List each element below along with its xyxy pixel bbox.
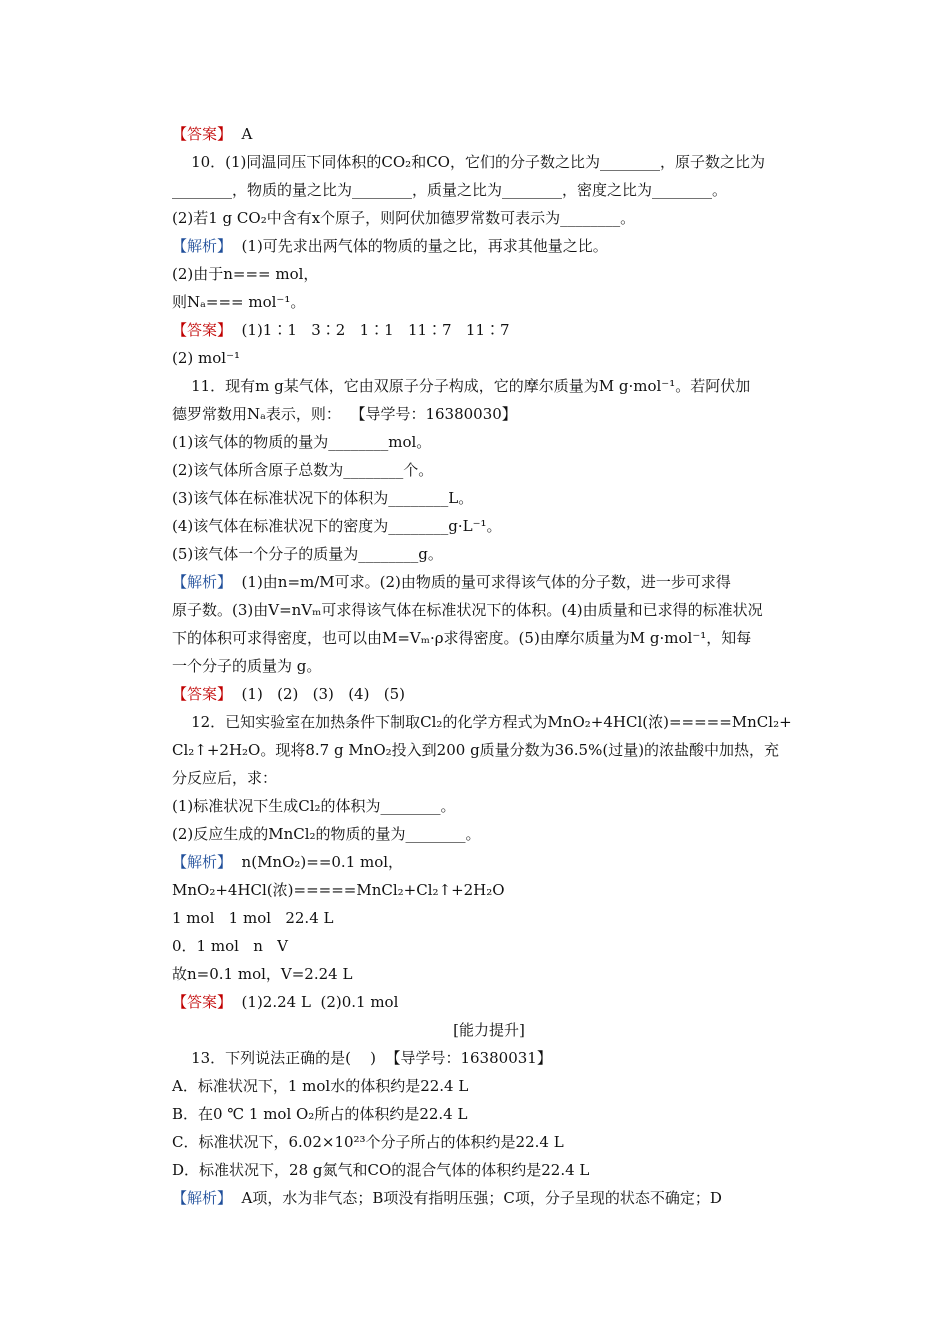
text-line: [172, 740, 779, 760]
text-line: [172, 880, 505, 900]
line-text: 德罗常数用Nₐ表示，则： 【导学号：16380030】: [172, 405, 517, 423]
text-line: [172, 992, 398, 1012]
line-text: (2)反应生成的MnCl₂的物质的量为________。: [172, 825, 481, 843]
section-heading: [172, 1020, 806, 1040]
analysis-label: 【解析】: [172, 1189, 233, 1207]
line-text: Cl₂↑+2H₂O。现将8.7 g MnO₂投入到200 g质量分数为36.5%(过量)的浓盐酸中加热，充: [172, 741, 780, 759]
text-line: [172, 348, 240, 368]
line-text: A项，水为非气态；B项没有指明压强；C项，分子呈现的状态不确定；D: [232, 1189, 722, 1207]
line-text: (2) mol⁻¹: [172, 349, 240, 367]
line-text: 原子数。(3)由V=nVₘ可求得该气体在标准状况下的体积。(4)由质量和已求得的标准状况: [172, 601, 763, 619]
answer-label: 【答案】: [172, 993, 233, 1011]
line-text: (2)该气体所含原子总数为________个。: [172, 461, 434, 479]
text-line: [172, 1104, 467, 1124]
text-line: [172, 964, 352, 984]
text-line: [172, 712, 792, 732]
text-line: [172, 208, 635, 228]
answer-label: 【答案】: [172, 321, 233, 339]
line-text: (2)由于n=== mol，: [172, 265, 319, 283]
line-text: (1)由n=m/M可求。(2)由物质的量可求得该气体的分子数，进一步可求得: [232, 573, 731, 591]
text-line: [172, 124, 252, 144]
text-line: [172, 1160, 589, 1180]
text-line: [172, 1132, 564, 1152]
text-line: [172, 684, 405, 704]
text-line: [172, 796, 456, 816]
line-text: 分反应后，求：: [172, 769, 278, 787]
text-line: [172, 572, 731, 592]
line-text: 则Nₐ=== mol⁻¹。: [172, 293, 306, 311]
analysis-label: 【解析】: [172, 573, 233, 591]
line-text: [能力提升]: [453, 1021, 525, 1039]
text-line: [172, 264, 318, 284]
answer-label: 【答案】: [172, 685, 233, 703]
text-line: [172, 1076, 468, 1096]
text-line: [172, 376, 750, 396]
line-text: MnO₂+4HCl(浓)=====MnCl₂+Cl₂↑+2H₂O: [172, 881, 505, 899]
text-line: [172, 516, 502, 536]
text-line: [172, 656, 321, 676]
text-line: [172, 768, 277, 788]
line-text: (1)该气体的物质的量为________mol。: [172, 433, 432, 451]
line-text: (5)该气体一个分子的质量为________g。: [172, 545, 443, 563]
line-text: C．标准状况下，6.02×10²³个分子所占的体积约是22.4 L: [172, 1133, 564, 1151]
analysis-label: 【解析】: [172, 237, 233, 255]
line-text: 一个分子的质量为 g。: [172, 657, 322, 675]
text-line: [172, 404, 517, 424]
answer-label: 【答案】: [172, 125, 233, 143]
line-text: (3)该气体在标准状况下的体积为________L。: [172, 489, 474, 507]
line-text: (2)若1 g CO₂中含有x个原子，则阿伏加德罗常数可表示为________。: [172, 209, 636, 227]
line-text: 10．(1)同温同压下同体积的CO₂和CO，它们的分子数之比为________，原子数之比为: [172, 153, 765, 171]
line-text: A．标准状况下，1 mol水的体积约是22.4 L: [172, 1077, 469, 1095]
text-line: [172, 936, 288, 956]
line-text: D．标准状况下，28 g氮气和CO的混合气体的体积约是22.4 L: [172, 1161, 590, 1179]
line-text: 下的体积可求得密度，也可以由M=Vₘ·ρ求得密度。(5)由摩尔质量为M g·mol⁻¹，知每: [172, 629, 752, 647]
analysis-label: 【解析】: [172, 853, 233, 871]
text-line: [172, 432, 431, 452]
text-line: [172, 236, 608, 256]
text-line: [172, 180, 727, 200]
text-line: [172, 292, 305, 312]
text-line: [172, 488, 473, 508]
text-line: [172, 908, 333, 928]
line-text: 11．现有m g某气体，它由双原子分子构成，它的摩尔质量为M g·mol⁻¹。若阿伏加: [172, 377, 751, 395]
text-line: [172, 628, 751, 648]
line-text: (1)1∶1 3∶2 1∶1 11∶7 11∶7: [232, 321, 510, 339]
line-text: 13．下列说法正确的是( ) 【导学号：16380031】: [172, 1049, 552, 1067]
line-text: (1)标准状况下生成Cl₂的体积为________。: [172, 797, 456, 815]
line-text: (1) (2) (3) (4) (5): [232, 685, 406, 703]
line-text: 0．1 mol n V: [172, 937, 289, 955]
text-line: [172, 600, 763, 620]
line-text: 1 mol 1 mol 22.4 L: [172, 909, 334, 927]
line-text: ________，物质的量之比为________，质量之比为________，密度之比为________。: [172, 181, 728, 199]
line-text: B．在0 ℃ 1 mol O₂所占的体积约是22.4 L: [172, 1105, 468, 1123]
text-line: [172, 824, 481, 844]
line-text: (1)可先求出两气体的物质的量之比，再求其他量之比。: [232, 237, 608, 255]
text-line: [172, 1188, 722, 1208]
text-line: [172, 544, 443, 564]
line-text: A: [232, 125, 253, 143]
text-line: [172, 1048, 552, 1068]
line-text: 故n=0.1 mol，V=2.24 L: [172, 965, 353, 983]
text-line: [172, 460, 433, 480]
line-text: 12．已知实验室在加热条件下制取Cl₂的化学方程式为MnO₂+4HCl(浓)=====MnCl₂+: [172, 713, 792, 731]
line-text: (4)该气体在标准状况下的密度为________g·L⁻¹。: [172, 517, 502, 535]
text-line: [172, 852, 403, 872]
line-text: (1)2.24 L (2)0.1 mol: [232, 993, 399, 1011]
text-line: [172, 152, 765, 172]
text-line: [172, 320, 510, 340]
line-text: n(MnO₂)==0.1 mol，: [232, 853, 404, 871]
